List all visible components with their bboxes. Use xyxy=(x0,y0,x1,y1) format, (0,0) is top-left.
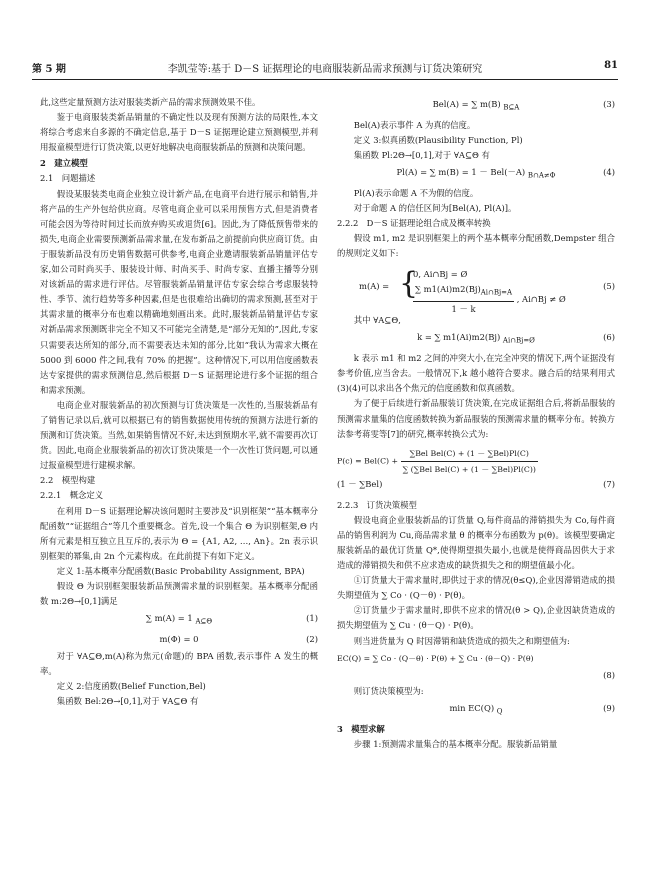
equation-number: (1) xyxy=(306,613,318,624)
paragraph: Pl(A)表示命题 A 不为假的信度。 xyxy=(353,187,479,198)
equation-8 xyxy=(337,651,615,666)
equation-body: Bel(A) = ∑ m(B) xyxy=(432,99,501,109)
subsubsection-heading: 2.2.2 D－S 证据理论组合成及概率转换 xyxy=(337,218,491,228)
equation-9 xyxy=(337,701,615,720)
fraction-numerator: ∑Bel Bel(C) + (1 － ∑Bel)Pl(C) xyxy=(401,446,538,462)
equation-5 xyxy=(337,265,615,315)
equation-number: (4) xyxy=(603,167,615,178)
subsection-heading: 2.2 模型构建 xyxy=(40,475,96,486)
equation-subscript: Q xyxy=(496,707,503,716)
fraction-denominator: ∑ (∑Bel Bel(C) + (1 － ∑Bel)Pl(C)) xyxy=(402,464,536,474)
subsubsection-heading: 2.2.1 概念定义 xyxy=(40,490,104,501)
equation-lhs: m(A) = xyxy=(359,281,390,292)
page-number: 81 xyxy=(604,60,618,71)
fraction xyxy=(413,282,514,317)
equation-body: min EC(Q) xyxy=(449,702,495,713)
paragraph: ①订货量大于需求量时,即供过于求的情况(θ≤Q),企业因滞销造成的损失期望值为 ∑ Co · (Q－θ) · P(θ)。 xyxy=(337,575,615,601)
definition-title: 定义 3:似真函数(Plausibility Function, Pl) xyxy=(353,134,523,145)
paragraph: 对于命题 A 的信任区间为[Bel(A), Pl(A)]。 xyxy=(353,202,517,213)
subsection-heading: 2.1 问题描述 xyxy=(40,173,96,184)
case-1: 0, Ai∩Bj = Ø xyxy=(413,269,468,280)
definition-title: 定义 2:信度函数(Belief Function,Bel) xyxy=(56,681,206,692)
equation-body: Pl(A) = ∑ m(B) = 1 － Bel(－A) xyxy=(396,167,526,178)
equation-body: m(Φ) = 0 xyxy=(159,633,199,644)
equation-4 xyxy=(337,165,615,184)
paragraph: 电商企业对服装新品的初次预测与订货决策是一次性的,当服装新品有了销售记录以后,就可以根据已有的销售数据使用传统的预测方法进行新的预测和订货决策。当然,如果销售情况不好,未达到预期水平,就不需要再次订货。因此,电商企业服装新品的初次订货决策是一个一次性订货问题,可以通过报童模型进行建模求解。 xyxy=(40,399,318,471)
paragraph: k 表示 m1 和 m2 之间的冲突大小,在完全冲突的情况下,两个证据没有参考价值,应当舍去。一般情况下,k 越小越符合要求。融合后的结果利用式(3)(4)可以求出各个焦元的信度函数和似真函数。 xyxy=(337,353,615,394)
equation-body: k = ∑ m1(Ai)m2(Bj) xyxy=(417,332,501,343)
equation-7-line xyxy=(337,446,615,477)
paragraph: 在利用 D－S 证据理论解决该问题时主要涉及“识别框架”“基本概率分配函数”“证据组合”等几个重要概念。首先,设一个集合 Θ 为识别框架,Θ 内所有元素是相互独立且互斥的,表示为 Θ = {A1, A2, …, An}。2n 表示识别框架的幂集,由 2n 个元素构成。在此前提下有如下定义。 xyxy=(40,505,318,561)
equation-7-tail-line xyxy=(337,477,615,492)
paragraph: 鉴于电商服装类新品销量的不确定性以及现有预测方法的局限性,本文将综合考虑来自多源的不确定信息,基于 D－S 证据理论建立预测模型,并利用报童模型进行订货决策,以更好地解决电商服装新品的预测和决策问题。 xyxy=(40,112,318,153)
equation-number: (5) xyxy=(603,281,615,292)
equation-number: (6) xyxy=(603,332,615,343)
equation-7 xyxy=(337,446,615,494)
paragraph: 则订货决策模型为: xyxy=(353,685,424,696)
case-2 xyxy=(413,282,566,317)
numerator-subscript: Ai∩Bj=A xyxy=(480,289,513,298)
section-heading: 3 模型求解 xyxy=(337,723,385,734)
equation-lhs: P(c) = Bel(C) + xyxy=(337,456,399,466)
paragraph: 假设电商企业服装新品的订货量 Q,每件商品的滞销损失为 Co,每件商品的销售利润为 Cu,商品需求量 θ 的概率分布函数为 p(θ)。该模型要确定服装新品的最优订货量 Q*,使得期望损失最小,也就是使得商品因供大于求造成的滞销损失和供不应求造成的缺货损失之和的期望值最小化。 xyxy=(337,514,615,571)
paragraph: 则当进货量为 Q 时因滞销和缺货造成的损失之和期望值为: xyxy=(353,635,570,646)
equation-subscript: Ai∩Bj=Ø xyxy=(502,337,535,346)
fraction-denominator: 1 － k xyxy=(451,304,476,315)
equation-2 xyxy=(40,632,318,647)
paragraph: 为了便于后续进行新品服装订货决策,在完成证据组合后,将新品服装的预测需求量集的信度函数转换为新品服装的预测需求量的概率分布。转换方法参考蒋雯等[7]的研究,概率转换公式为: xyxy=(337,398,615,439)
fraction xyxy=(401,446,538,477)
running-title: 李凯莹等:基于 D－S 证据理论的电商服装新品需求预测与订货决策研究 xyxy=(167,64,483,75)
paragraph: 假设 Θ 为识别框架服装新品预测需求量的识别框架。基本概率分配函数 m:2Θ→[0,1]满足 xyxy=(40,581,318,607)
equation-tail: (1 － ∑Bel) xyxy=(337,478,383,489)
paragraph: 步骤 1:预测需求量集合的基本概率分配。服装新品销量 xyxy=(353,738,558,749)
case-2-condition: , Ai∩Bj ≠ Ø xyxy=(516,294,566,305)
left-column xyxy=(40,95,318,709)
paragraph: 此,这些定量预测方法对服装类新产品的需求预测效果不佳。 xyxy=(40,97,261,107)
section-heading: 2 建立模型 xyxy=(40,158,88,169)
equation-subscript: B∩A≠Φ xyxy=(527,171,556,180)
paragraph: 其中 ∀A⊆Θ, xyxy=(353,315,401,326)
paragraph: 假设某服装类电商企业独立设计新产品,在电商平台进行展示和销售,并将产品的生产外包给供应商。尽管电商企业可以采用预售方式,但是消费者可能会因为等待时间过长而放弃购买或退货[6]。因此,为了降低预售带来的损失,电商企业需要预测新品需求量,在发布新品之前提前向供应商订货。由于服装新品没有历史销售数据可供参考,电商企业邀请服装新品销量评估专家,如公司时尚买手、服装设计师、时尚买手、时尚专家、直播主播等分别对该新品的需求进行评估。尽管服装新品销量评估专家会综合考虑服装特性、季节、流行趋势等多种因素,但是也很难给出确切的需求预测,甚至对于其需求量的概率分布也难以精确地刻画出来。此时,服装新品销量评估专家对新品需求预测既非完全不知又不可能完全清楚,是“部分无知的”,因此,专家只需要表达所知的部分,而不需要表达未知的部分,比如“我认为需求大概在 5000 到 6000 件之间,我有 70% 的把握”。这种情况下,可以用信度函数表达专家提供的需求预测信息,然后根据 D－S 证据理论进行多个证据的组合和需求预测。 xyxy=(40,188,318,395)
header-rule xyxy=(32,79,618,80)
equation-1 xyxy=(40,611,318,630)
equation-8-number-line xyxy=(337,668,615,682)
equation-body: ∑ m(A) = 1 xyxy=(145,613,193,624)
equation-3 xyxy=(337,97,615,116)
definition-title: 定义 1:基本概率分配函数(Basic Probability Assignment, BPA) xyxy=(56,565,305,576)
equation-cases xyxy=(413,267,566,317)
paragraph: 集函数 Bel:2Θ→[0,1],对于 ∀A⊆Θ 有 xyxy=(56,696,199,707)
paragraph: 假设 m1, m2 是识别框架上的两个基本概率分配函数,Dempster 组合的规则定义如下: xyxy=(337,233,615,259)
equation-number: (8) xyxy=(603,669,615,680)
right-column xyxy=(337,95,615,752)
paragraph: 集函数 Pl:2Θ→[0,1],对于 ∀A⊆Θ 有 xyxy=(353,149,490,160)
equation-6 xyxy=(337,330,615,349)
equation-subscript: A⊆Θ xyxy=(195,617,213,626)
fraction-numerator xyxy=(413,282,514,302)
paragraph: ②订货量少于需求量时,即供不应求的情况(θ > Q),企业因缺货造成的损失期望值为 ∑ Cu · (θ－Q) · P(θ)。 xyxy=(337,605,615,631)
running-header xyxy=(32,60,618,78)
left-brace-symbol: { xyxy=(399,266,419,302)
paragraph: Bel(A)表示事件 A 为真的信度。 xyxy=(353,119,476,130)
equation-subscript: B⊆A xyxy=(503,103,520,112)
issue-number: 第 5 期 xyxy=(32,64,66,75)
subsubsection-heading: 2.2.3 订货决策模型 xyxy=(337,499,417,510)
equation-number: (7) xyxy=(603,478,615,489)
equation-body: EC(Q) = ∑ Co · (Q－θ) · P(θ) + ∑ Cu · (θ－Q) · P(θ) xyxy=(337,653,534,663)
paragraph: 对于 ∀A⊆Θ,m(A)称为焦元(命题)的 BPA 函数,表示事件 A 发生的概率。 xyxy=(40,651,318,677)
equation-number: (3) xyxy=(603,99,615,109)
equation-number: (9) xyxy=(603,702,615,713)
numerator-text: ∑ m1(Ai)m2(Bj) xyxy=(415,284,481,295)
equation-number: (2) xyxy=(306,633,318,644)
